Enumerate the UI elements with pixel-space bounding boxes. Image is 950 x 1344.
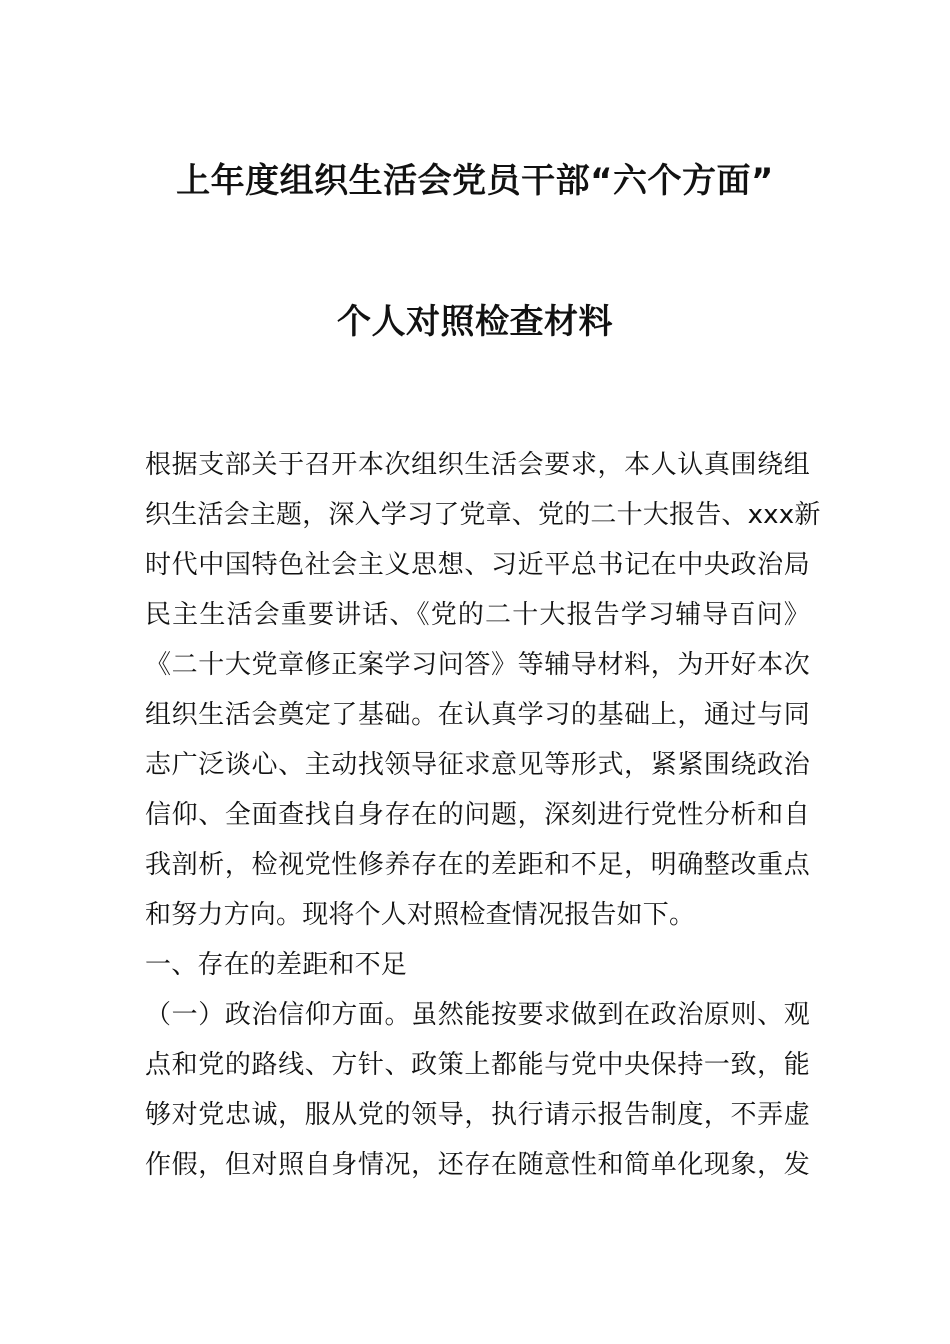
body-line: 组织生活会奠定了基础。在认真学习的基础上，通过与同 xyxy=(145,700,810,730)
body-line: 点和党的路线、方针、政策上都能与党中央保持一致，能 xyxy=(145,1050,810,1080)
body-line: 我剖析，检视党性修养存在的差距和不足，明确整改重点 xyxy=(145,850,810,880)
document-body xyxy=(145,440,821,1190)
body-line: 时代中国特色社会主义思想、习近平总书记在中央政治局 xyxy=(145,550,810,580)
section-heading: 一、存在的差距和不足 xyxy=(145,950,408,980)
body-line: 志广泛谈心、主动找领导征求意见等形式，紧紧围绕政治 xyxy=(145,750,810,780)
document-title-line-2: 个人对照检查材料 xyxy=(337,302,613,342)
body-line: （一）政治信仰方面。虽然能按要求做到在政治原则、观 xyxy=(145,1000,810,1030)
body-line: 够对党忠诚，服从党的领导，执行请示报告制度，不弄虚 xyxy=(145,1100,810,1130)
body-line: 根据支部关于召开本次组织生活会要求，本人认真围绕组 xyxy=(145,450,810,480)
body-line: 织生活会主题，深入学习了党章、党的二十大报告、xxx新 xyxy=(145,500,821,530)
body-line: 民主生活会重要讲话、《党的二十大报告学习辅导百问》 xyxy=(145,600,810,630)
body-line: 作假，但对照自身情况，还存在随意性和简单化现象，发 xyxy=(145,1150,810,1180)
body-line: 和努力方向。现将个人对照检查情况报告如下。 xyxy=(145,900,696,930)
body-line: 《二十大党章修正案学习问答》等辅导材料，为开好本次 xyxy=(145,650,810,680)
body-line: 信仰、全面查找自身存在的问题，深刻进行党性分析和自 xyxy=(145,800,810,830)
document-title-line-1: 上年度组织生活会党员干部“六个方面” xyxy=(176,161,774,201)
